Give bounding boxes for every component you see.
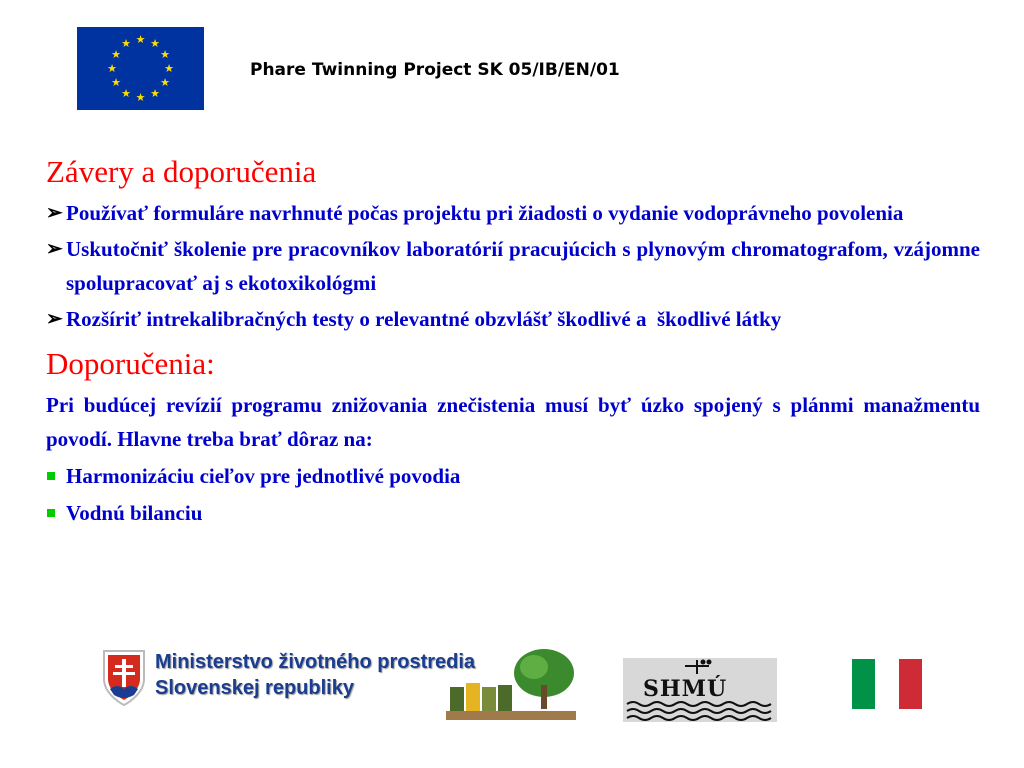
conclusions-heading: Závery a doporučenia	[46, 154, 317, 189]
svg-text:★: ★	[111, 77, 121, 89]
shmu-logo	[623, 658, 777, 722]
arrow-bullet-icon: ➢	[46, 308, 63, 330]
arrow-bullet-icon: ➢	[46, 202, 63, 224]
shmu-text: SHMÚ	[643, 676, 728, 702]
square-bullet-icon	[47, 509, 55, 517]
project-title: Phare Twinning Project SK 05/IB/EN/01	[250, 60, 620, 80]
list-item: ➢ Rozšíriť intrekalibračných testy o relevantné obzvlášť škodlivé a škodlivé látky	[46, 302, 980, 336]
svg-text:★: ★	[150, 88, 160, 100]
flag-stripe-white	[875, 659, 898, 709]
svg-text:★: ★	[150, 38, 160, 50]
svg-text:★: ★	[160, 77, 170, 89]
svg-text:★: ★	[160, 49, 170, 61]
slovak-coat-of-arms-icon	[100, 649, 148, 709]
flag-stripe-green	[852, 659, 875, 709]
recommendations-heading: Doporučenia:	[46, 346, 215, 381]
svg-text:★: ★	[135, 92, 146, 104]
slide-content	[46, 150, 980, 533]
ministry-logo	[100, 645, 578, 720]
list-item: Vodnú bilanciu	[46, 496, 980, 530]
tree-and-barrels-icon	[446, 645, 576, 720]
flag-stripe-red	[899, 659, 922, 709]
list-item: ➢ Používať formuláre navrhnuté počas projektu pri žiadosti o vydanie vodoprávneho povolenia	[46, 196, 980, 230]
ministry-name: Ministerstvo životného prostredia Slovenskej republiky	[155, 651, 476, 699]
recommendations-paragraph: Pri budúcej revízií programu znižovania znečistenia musí byť úzko spojený s plánmi manažmentu povodí. Hlavne treba brať dôraz na:	[46, 393, 980, 451]
svg-text:★: ★	[107, 63, 117, 75]
eu-flag-logo	[77, 27, 204, 110]
list-item: ➢ Uskutočniť školenie pre pracovníkov laboratórií pracujúcich s plynovým chromatografom, vzájomne spolupracovať aj s ekotoxikológmi	[46, 232, 980, 300]
svg-text:★: ★	[135, 34, 146, 46]
list-item: Harmonizáciu cieľov pre jednotlivé povodia	[46, 459, 980, 493]
svg-text:★: ★	[121, 88, 131, 100]
svg-text:★: ★	[121, 38, 131, 50]
italy-flag-logo	[852, 659, 922, 709]
svg-text:★: ★	[111, 49, 121, 61]
svg-text:★: ★	[164, 63, 174, 75]
arrow-bullet-icon: ➢	[46, 238, 63, 260]
square-bullet-icon	[47, 472, 55, 480]
